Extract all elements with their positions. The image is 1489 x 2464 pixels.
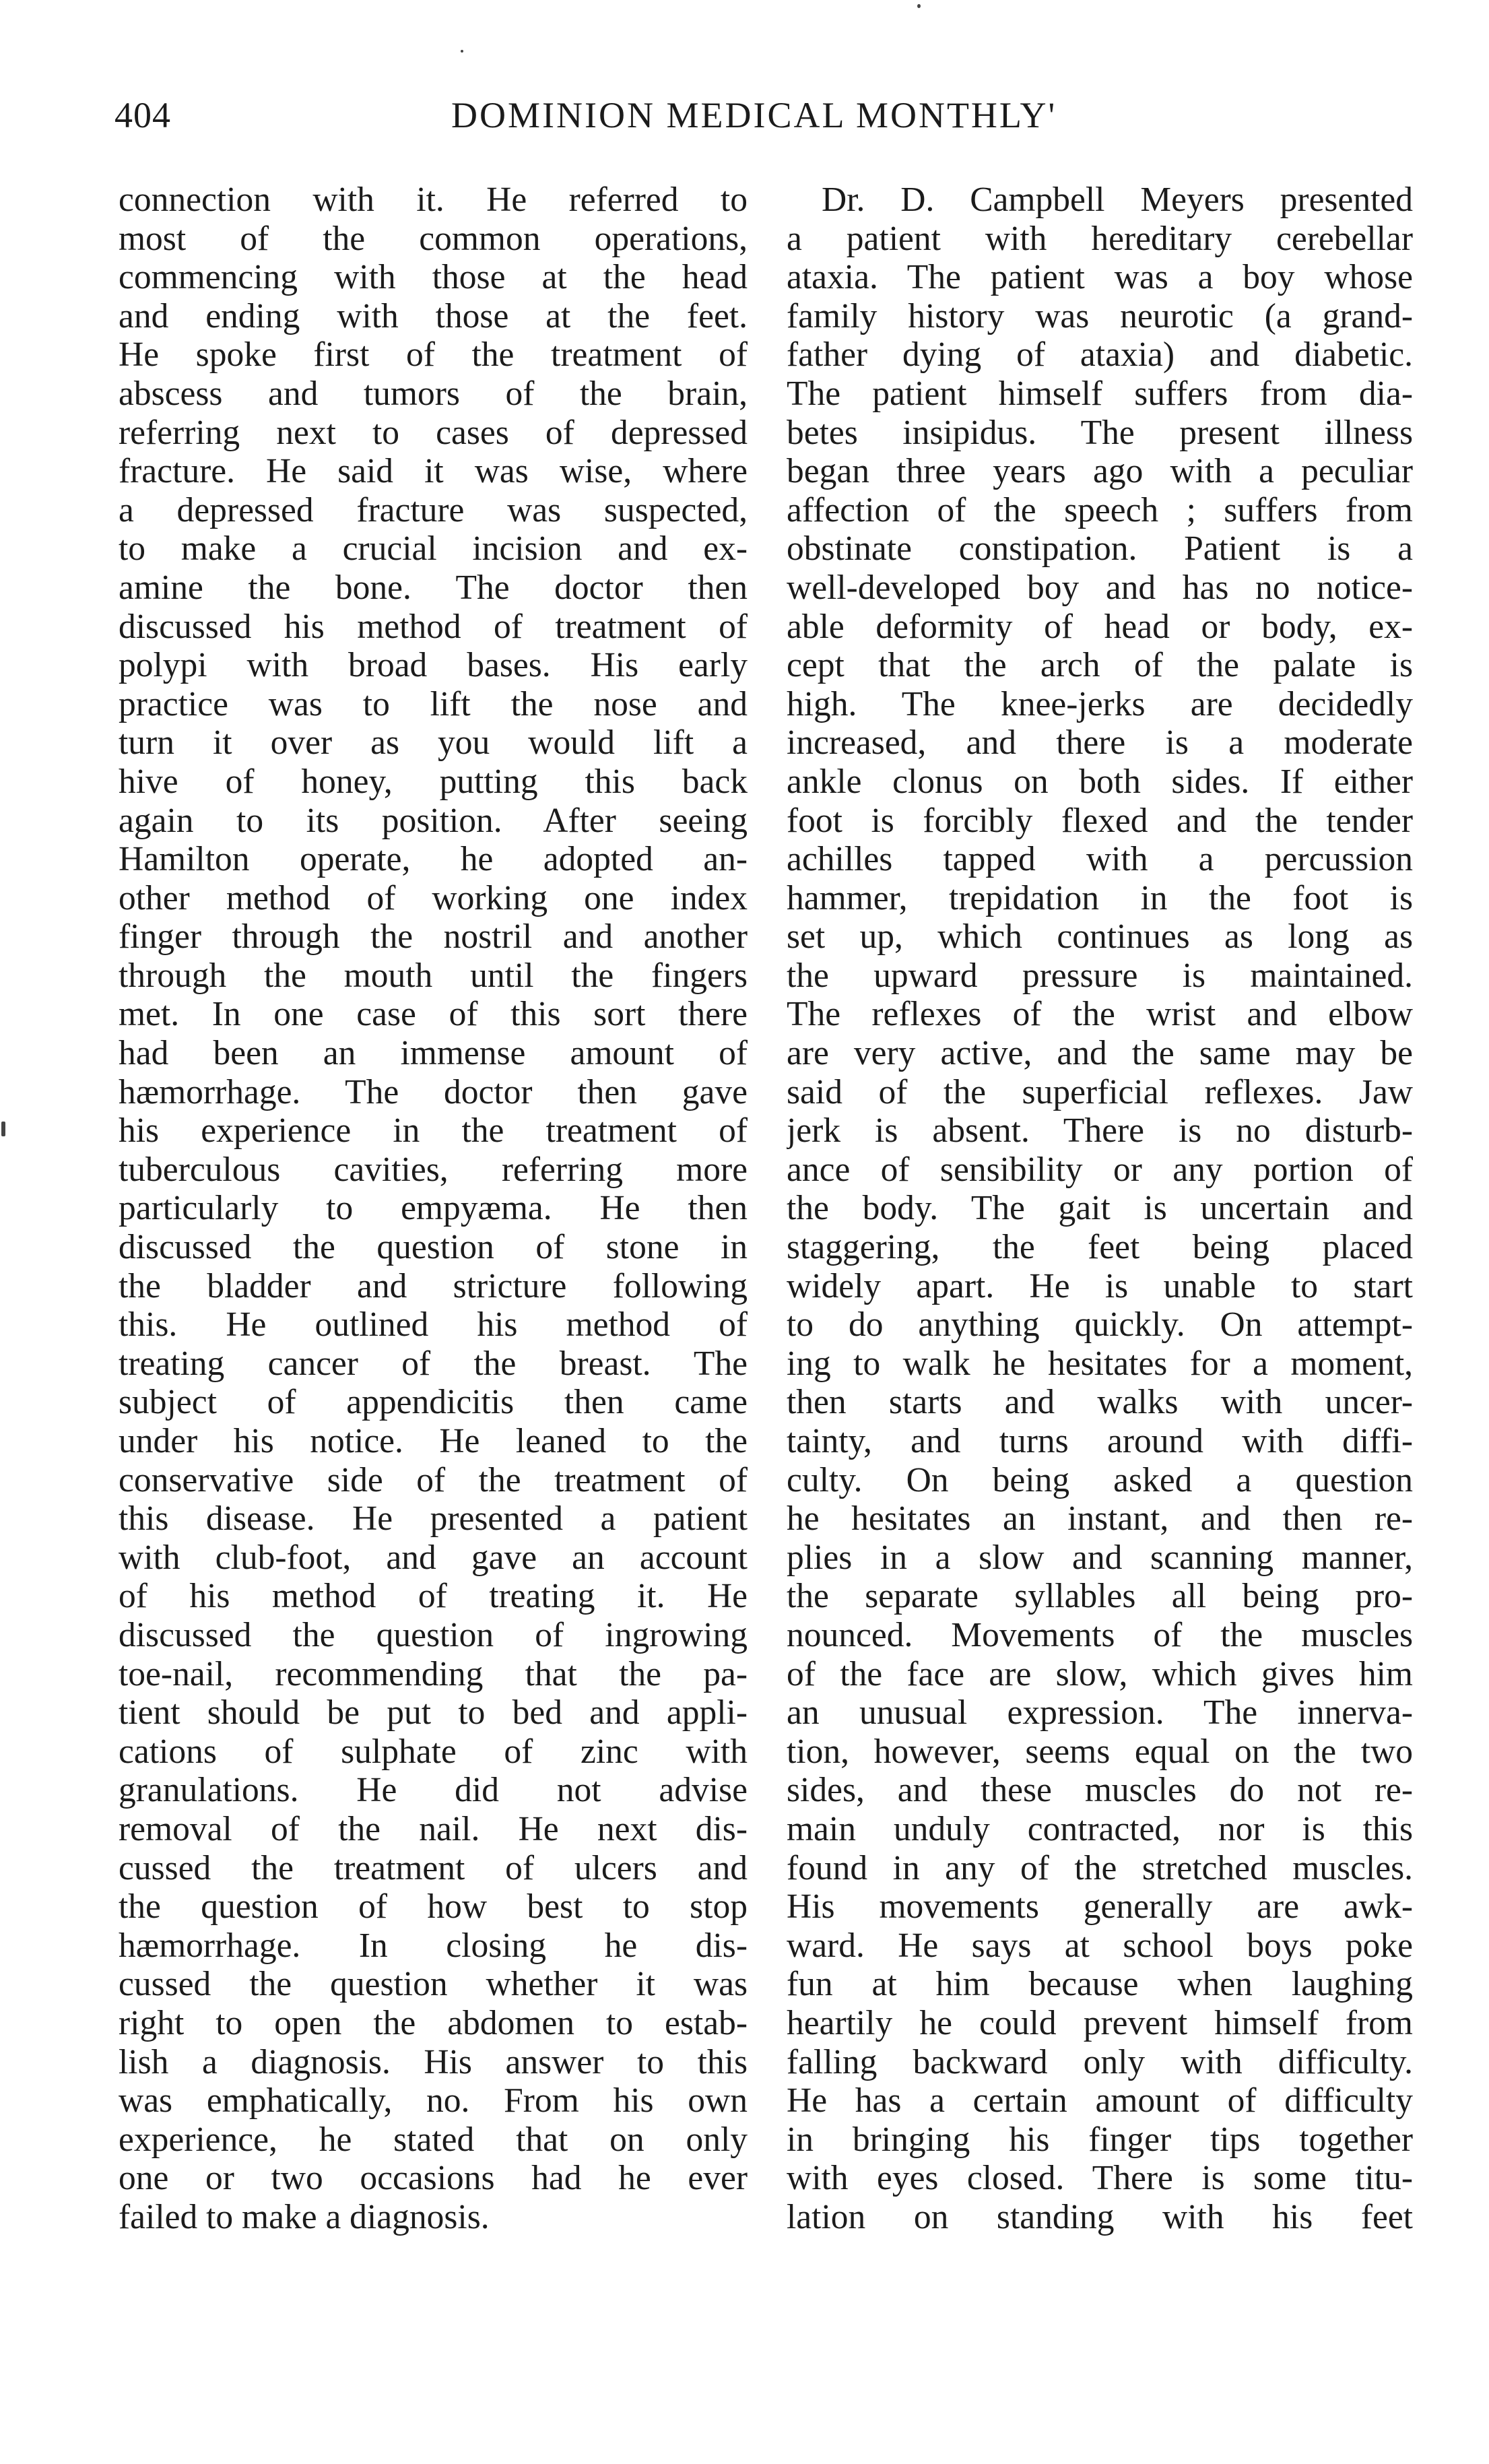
- text-line: had been an immense amount of: [119, 1034, 748, 1073]
- text-line: an unusual expression. The innerva-: [787, 1693, 1413, 1732]
- text-line: cept that the arch of the palate is: [787, 646, 1413, 685]
- text-line: main unduly contracted, nor is this: [787, 1809, 1413, 1848]
- text-line: ankle clonus on both sides. If either: [787, 762, 1413, 801]
- text-line: hammer, trepidation in the foot is: [787, 878, 1413, 917]
- text-line: ance of sensibility or any portion of: [787, 1150, 1413, 1189]
- text-line: He has a certain amount of difficulty: [787, 2081, 1413, 2120]
- text-line: falling backward only with difficulty.: [787, 2042, 1413, 2081]
- text-line: amine the bone. The doctor then: [119, 568, 748, 607]
- text-line: are very active, and the same may be: [787, 1034, 1413, 1073]
- text-line: a depressed fracture was suspected,: [119, 490, 748, 529]
- text-line: cussed the question whether it was: [119, 1965, 748, 2004]
- text-line: the bladder and stricture following: [119, 1266, 748, 1305]
- text-line: of his method of treating it. He: [119, 1577, 748, 1616]
- text-line: The patient himself suffers from dia-: [787, 374, 1413, 413]
- text-line: a patient with hereditary cerebellar: [787, 219, 1413, 258]
- text-line: obstinate constipation. Patient is a: [787, 529, 1413, 569]
- text-line: polypi with broad bases. His early: [119, 646, 748, 685]
- text-line: his experience in the treatment of: [119, 1111, 748, 1150]
- text-line: treating cancer of the breast. The: [119, 1344, 748, 1383]
- text-line: other method of working one index: [119, 878, 748, 917]
- text-line: father dying of ataxia) and diabetic.: [787, 335, 1413, 375]
- text-line: Hamilton operate, he adopted an-: [119, 840, 748, 879]
- text-line: said of the superficial reflexes. Jaw: [787, 1072, 1413, 1111]
- text-line: He spoke first of the treatment of: [119, 335, 748, 375]
- text-line: with club-foot, and gave an account: [119, 1538, 748, 1577]
- text-line: discussed his method of treatment of: [119, 607, 748, 646]
- print-speck: [1, 1122, 5, 1136]
- text-line: betes insipidus. The present illness: [787, 413, 1413, 452]
- text-line: His movements generally are awk-: [787, 1887, 1413, 1926]
- text-line: most of the common operations,: [119, 219, 748, 258]
- print-speck: [917, 4, 921, 8]
- text-line: tainty, and turns around with diffi-: [787, 1422, 1413, 1460]
- text-line: jerk is absent. There is no disturb-: [787, 1111, 1413, 1150]
- text-line: the upward pressure is maintained.: [787, 956, 1413, 995]
- text-line: hive of honey, putting this back: [119, 762, 748, 801]
- text-line: then starts and walks with uncer-: [787, 1383, 1413, 1422]
- text-line: to make a crucial incision and ex-: [119, 529, 748, 569]
- text-line: with eyes closed. There is some titu-: [787, 2159, 1413, 2198]
- text-line: high. The knee-jerks are decidedly: [787, 684, 1413, 723]
- text-line: affection of the speech ; suffers from: [787, 490, 1413, 529]
- text-line: sides, and these muscles do not re-: [787, 1771, 1413, 1810]
- text-line: finger through the nostril and another: [119, 917, 748, 957]
- text-line: particularly to empyæma. He then: [119, 1189, 748, 1228]
- text-line: conservative side of the treatment of: [119, 1460, 748, 1499]
- text-line: fun at him because when laughing: [787, 1965, 1413, 2004]
- text-line: turn it over as you would lift a: [119, 723, 748, 763]
- text-line: right to open the abdomen to estab-: [119, 2003, 748, 2042]
- text-line: was emphatically, no. From his own: [119, 2081, 748, 2120]
- text-line: to do anything quickly. On attempt-: [787, 1305, 1413, 1344]
- text-line: able deformity of head or body, ex-: [787, 607, 1413, 646]
- text-line: and ending with those at the feet.: [119, 296, 748, 335]
- text-line: through the mouth until the fingers: [119, 956, 748, 995]
- text-line: under his notice. He leaned to the: [119, 1422, 748, 1460]
- text-line: ing to walk he hesitates for a moment,: [787, 1344, 1413, 1383]
- text-line: well-developed boy and has no notice-: [787, 568, 1413, 607]
- text-line: met. In one case of this sort there: [119, 995, 748, 1034]
- left-column: [119, 181, 748, 2236]
- text-line: discussed the question of stone in: [119, 1228, 748, 1267]
- text-line: Dr. D. Campbell Meyers presented: [822, 181, 1413, 219]
- text-line: cussed the treatment of ulcers and: [119, 1848, 748, 1887]
- text-line: lation on standing with his feet: [787, 2197, 1413, 2236]
- text-line: achilles tapped with a percussion: [787, 840, 1413, 879]
- text-line: staggering, the feet being placed: [787, 1228, 1413, 1267]
- text-line: subject of appendicitis then came: [119, 1383, 748, 1422]
- text-line: this. He outlined his method of: [119, 1305, 748, 1344]
- page-header: [114, 94, 1408, 148]
- text-line: toe-nail, recommending that the pa-: [119, 1654, 748, 1693]
- text-line: abscess and tumors of the brain,: [119, 374, 748, 413]
- text-line: this disease. He presented a patient: [119, 1499, 748, 1538]
- text-line: tion, however, seems equal on the two: [787, 1732, 1413, 1771]
- text-line: ward. He says at school boys poke: [787, 1926, 1413, 1965]
- text-line: cations of sulphate of zinc with: [119, 1732, 748, 1771]
- text-line: began three years ago with a peculiar: [787, 452, 1413, 491]
- text-line: of the face are slow, which gives him: [787, 1654, 1413, 1693]
- text-line: tuberculous cavities, referring more: [119, 1150, 748, 1189]
- text-line: increased, and there is a moderate: [787, 723, 1413, 763]
- text-line: the separate syllables all being pro-: [787, 1577, 1413, 1616]
- page-number: 404: [114, 95, 171, 135]
- text-line: discussed the question of ingrowing: [119, 1615, 748, 1654]
- text-line: experience, he stated that on only: [119, 2120, 748, 2159]
- text-line: referring next to cases of depressed: [119, 413, 748, 452]
- text-line: removal of the nail. He next dis-: [119, 1809, 748, 1848]
- text-line: set up, which continues as long as: [787, 917, 1413, 957]
- text-line: commencing with those at the head: [119, 258, 748, 297]
- text-line: found in any of the stretched muscles.: [787, 1848, 1413, 1887]
- text-line: hæmorrhage. The doctor then gave: [119, 1072, 748, 1111]
- text-line: connection with it. He referred to: [119, 181, 748, 219]
- text-line: the body. The gait is uncertain and: [787, 1189, 1413, 1228]
- text-line: The reflexes of the wrist and elbow: [787, 995, 1413, 1034]
- text-line: nounced. Movements of the muscles: [787, 1615, 1413, 1654]
- text-line: failed to make a diagnosis.: [119, 2197, 490, 2236]
- text-line: tient should be put to bed and appli-: [119, 1693, 748, 1732]
- right-column: [787, 181, 1413, 2236]
- text-line: practice was to lift the nose and: [119, 684, 748, 723]
- text-line: foot is forcibly flexed and the tender: [787, 801, 1413, 840]
- text-line: the question of how best to stop: [119, 1887, 748, 1926]
- text-line: he hesitates an instant, and then re-: [787, 1499, 1413, 1538]
- text-line: granulations. He did not advise: [119, 1771, 748, 1810]
- text-line: in bringing his finger tips together: [787, 2120, 1413, 2159]
- text-line: one or two occasions had he ever: [119, 2159, 748, 2198]
- print-speck: [461, 50, 463, 53]
- text-line: widely apart. He is unable to start: [787, 1266, 1413, 1305]
- text-line: culty. On being asked a question: [787, 1460, 1413, 1499]
- text-line: again to its position. After seeing: [119, 801, 748, 840]
- running-head: DOMINION MEDICAL MONTHLY': [451, 95, 1057, 135]
- text-line: family history was neurotic (a grand-: [787, 296, 1413, 335]
- text-line: lish a diagnosis. His answer to this: [119, 2042, 748, 2081]
- text-line: plies in a slow and scanning manner,: [787, 1538, 1413, 1577]
- text-line: fracture. He said it was wise, where: [119, 452, 748, 491]
- text-line: hæmorrhage. In closing he dis-: [119, 1926, 748, 1965]
- text-line: heartily he could prevent himself from: [787, 2003, 1413, 2042]
- text-line: ataxia. The patient was a boy whose: [787, 258, 1413, 297]
